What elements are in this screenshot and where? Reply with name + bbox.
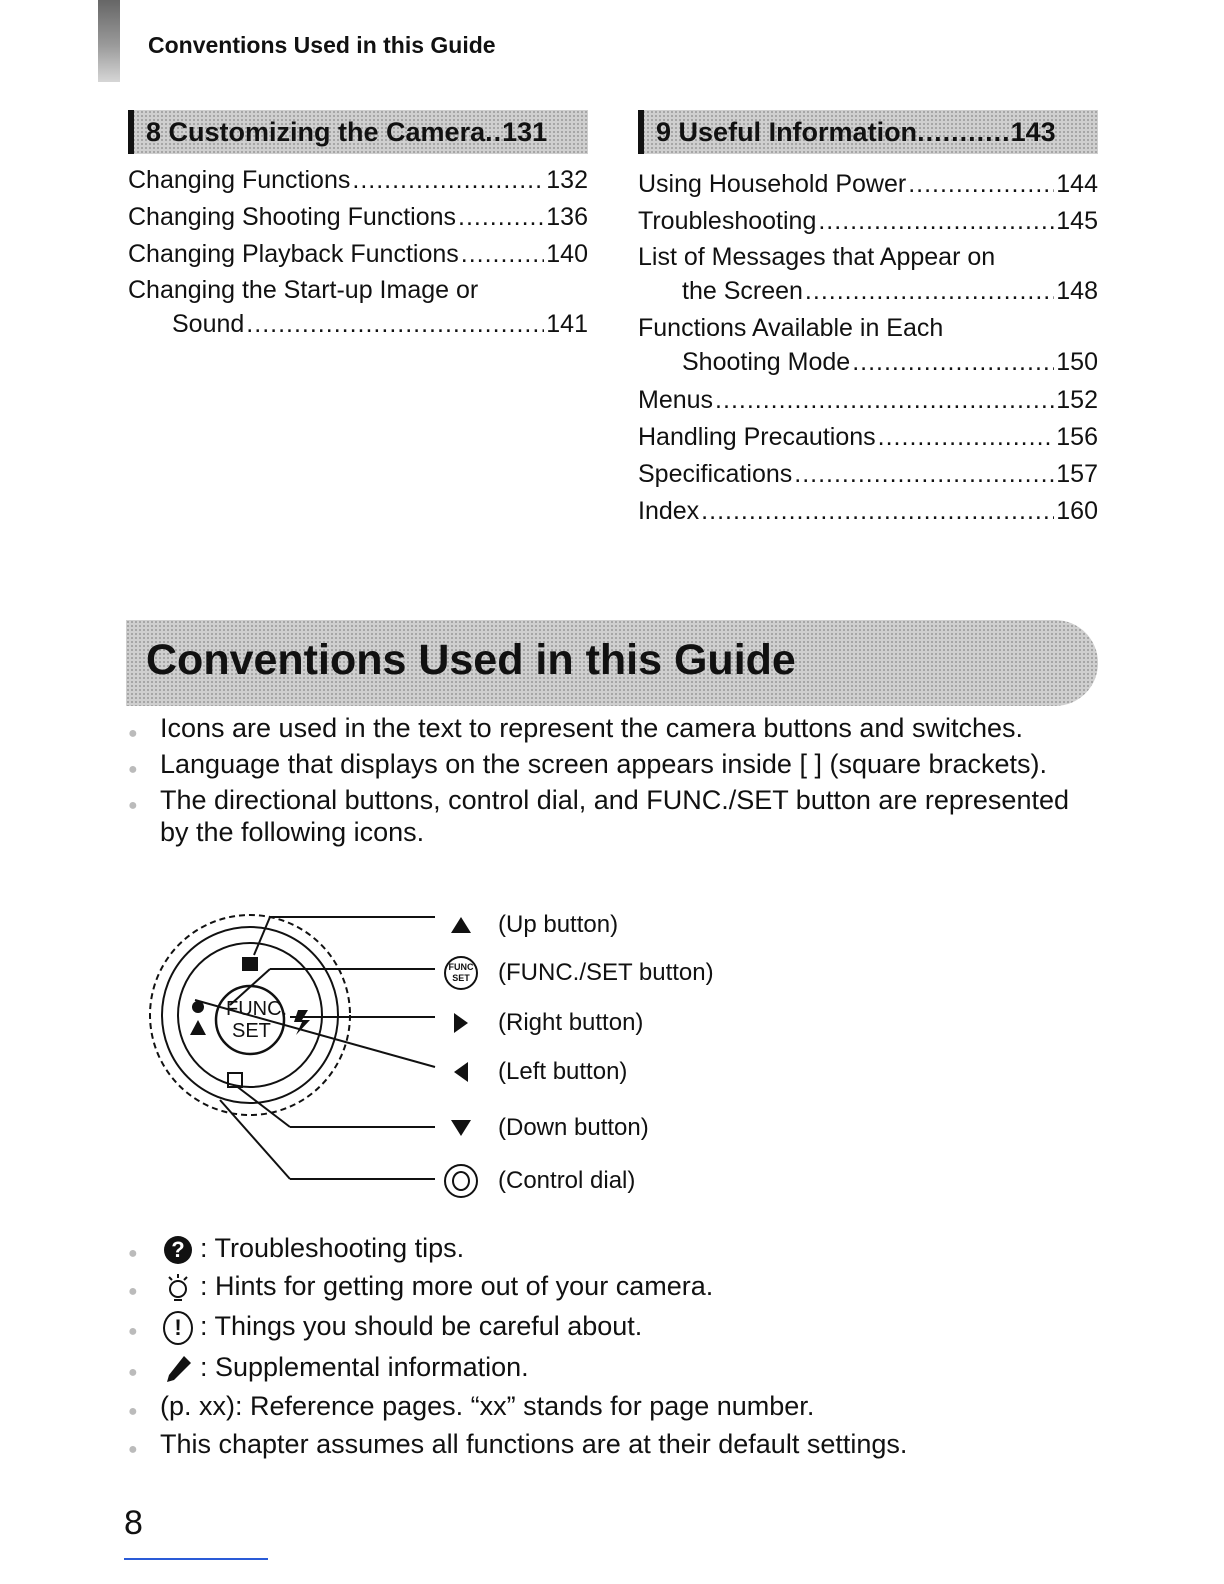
toc-entry-title: Changing Shooting Functions [128,203,457,231]
list-item [128,1390,1088,1422]
button-legend-row [440,1161,635,1201]
button-legend-label: (Left button) [498,1058,628,1085]
toc-entry-title: Troubleshooting [638,207,817,235]
macro-icon [192,1001,204,1013]
control-dial-icon [440,1161,482,1201]
toc-entry-title: Specifications [638,460,793,488]
func-set-icon: FUNC SET [440,953,482,993]
button-legend-row [440,1108,649,1148]
toc-leader [461,236,545,273]
toc-entry-line1: Changing the Start-up Image or [128,276,479,304]
button-legend-label: (Down button) [498,1114,649,1141]
toc-leader [908,166,1054,203]
bullet-icon: ● [128,1440,138,1458]
list-item [128,1310,1088,1345]
list-item [128,1351,1088,1384]
chapter-heading [128,110,588,154]
exposure-icon [242,957,258,971]
chapter-leader: .. [485,117,503,147]
toc-leader [246,307,544,341]
button-legend-row [440,905,618,945]
toc-entry-page: 136 [546,203,588,231]
toc-entry-page: 148 [1056,277,1098,305]
toc-entry[interactable] [638,419,1098,456]
running-header: Conventions Used in this Guide [148,32,496,58]
button-legend-label: (Right button) [498,1009,644,1036]
chapter-title: Useful Information [678,117,918,147]
toc-entry-title: Menus [638,386,714,414]
toc-entry[interactable] [128,199,588,236]
list-item [128,784,1088,848]
toc-entry[interactable] [128,162,588,199]
toc-entry-title: Index [638,497,700,525]
chapter-title: Customizing the Camera [168,117,486,147]
button-legend-label: (FUNC./SET button) [498,959,714,986]
chapter-number: 9 [656,117,672,147]
toc-entry[interactable] [638,203,1098,240]
list-item-text: (p. xx): Reference pages. “xx” stands for page number. [160,1390,815,1421]
toc-entry-title: the Screen [682,277,803,305]
icon-notes-list [128,1232,1088,1466]
toc-entry-page: 160 [1056,497,1098,525]
landscape-icon [190,1020,206,1035]
list-item [128,1428,1088,1460]
toc-leader [352,162,544,199]
bullet-icon: ● [128,1402,138,1420]
list-item-text: Icons are used in the text to represent the camera buttons and switches. [160,713,1023,743]
list-item [128,748,1088,780]
list-item-text: : Hints for getting more out of your camera. [200,1271,714,1301]
toc-entry-title: Using Household Power [638,170,907,198]
toc-leader [458,199,544,236]
dial-set-text: SET [232,1020,271,1042]
toc-entry[interactable] [128,236,588,273]
list-item-text: This chapter assumes all functions are at their default settings. [160,1428,908,1459]
list-item-text: The directional buttons, control dial, and FUNC./SET button are represented by the following icons. [160,785,1069,847]
toc-column-left [128,110,588,344]
heading-bar [638,110,644,154]
conventions-list [128,712,1088,852]
bullet-icon: ● [128,797,138,814]
toc-entry-title: Shooting Mode [682,348,851,376]
section-title: Conventions Used in this Guide [146,636,796,684]
up-arrow-icon [440,905,482,945]
toc-entry-multiline[interactable] [638,240,1098,308]
question-icon: ? [160,1236,196,1264]
toc-entry-multiline[interactable] [638,311,1098,379]
dial-func-text: FUNC. [226,998,288,1020]
button-legend-row [440,1052,627,1092]
toc-column-right [638,110,1098,530]
toc-entry[interactable] [638,166,1098,203]
chapter-page: 143 [1010,117,1056,147]
toc-entry-title: Changing Functions [128,166,351,194]
toc-entry-page: 145 [1056,207,1098,235]
list-item-text: : Things you should be careful about. [200,1310,643,1341]
toc-entry-line1: Functions Available in Each [638,314,944,342]
bullet-icon: ● [128,1283,138,1300]
toc-entry-page: 150 [1056,348,1098,376]
chapter-leader: ........... [917,117,1011,147]
toc-entry-page: 132 [546,166,588,194]
list-item [128,1270,1088,1304]
button-legend-label: (Control dial) [498,1167,636,1194]
toc-leader [715,382,1054,419]
button-legend-label: (Up button) [498,911,619,938]
footer-rule [124,1558,268,1560]
page-number: 8 [124,1504,143,1542]
chapter-number: 8 [146,117,162,147]
toc-leader [852,345,1054,379]
list-item-text: : Supplemental information. [200,1351,529,1382]
lightbulb-icon [160,1272,196,1304]
toc-leader [805,274,1054,308]
bullet-icon: ● [128,1363,138,1381]
bullet-icon: ● [128,725,138,742]
toc-entry-page: 144 [1056,170,1098,198]
toc-entry-page: 156 [1056,423,1098,451]
chapter-page: 131 [502,117,548,147]
list-item [128,1232,1088,1264]
button-diagram [140,905,780,1215]
toc-leader [701,493,1054,530]
toc-entry-line1: List of Messages that Appear on [638,243,996,271]
toc-entry-page: 157 [1056,460,1098,488]
left-arrow-icon [440,1052,482,1092]
toc-entry[interactable] [638,493,1098,530]
toc-entry[interactable] [638,382,1098,419]
bullet-icon: ● [128,1322,138,1340]
toc-entry-title: Sound [172,310,245,338]
toc-leader [818,203,1054,240]
heading-bar [128,110,134,154]
toc-entry-page: 141 [546,310,588,338]
list-item [128,712,1088,744]
toc-entry-page: 140 [546,240,588,268]
button-legend-row [440,953,714,993]
list-item-text: : Troubleshooting tips. [200,1233,465,1263]
section-banner [126,620,1098,706]
right-arrow-icon [440,1003,482,1043]
toc-entry-title: Handling Precautions [638,423,876,451]
toc-leader [878,419,1055,456]
chapter-tab-marker [98,0,120,82]
down-arrow-icon [440,1108,482,1148]
toc-leader [794,456,1054,493]
pencil-icon [160,1354,196,1384]
bullet-icon: ● [128,761,138,778]
button-legend-row [440,1003,643,1043]
caution-icon: ! [160,1311,196,1345]
bullet-icon: ● [128,1245,138,1262]
toc-entry-page: 152 [1056,386,1098,414]
toc-entry[interactable] [638,456,1098,493]
list-item-text: Language that displays on the screen appears inside [ ] (square brackets). [160,749,1048,779]
chapter-heading [638,110,1098,154]
toc-entry-title: Changing Playback Functions [128,240,459,268]
toc-entry-multiline[interactable] [128,273,588,341]
